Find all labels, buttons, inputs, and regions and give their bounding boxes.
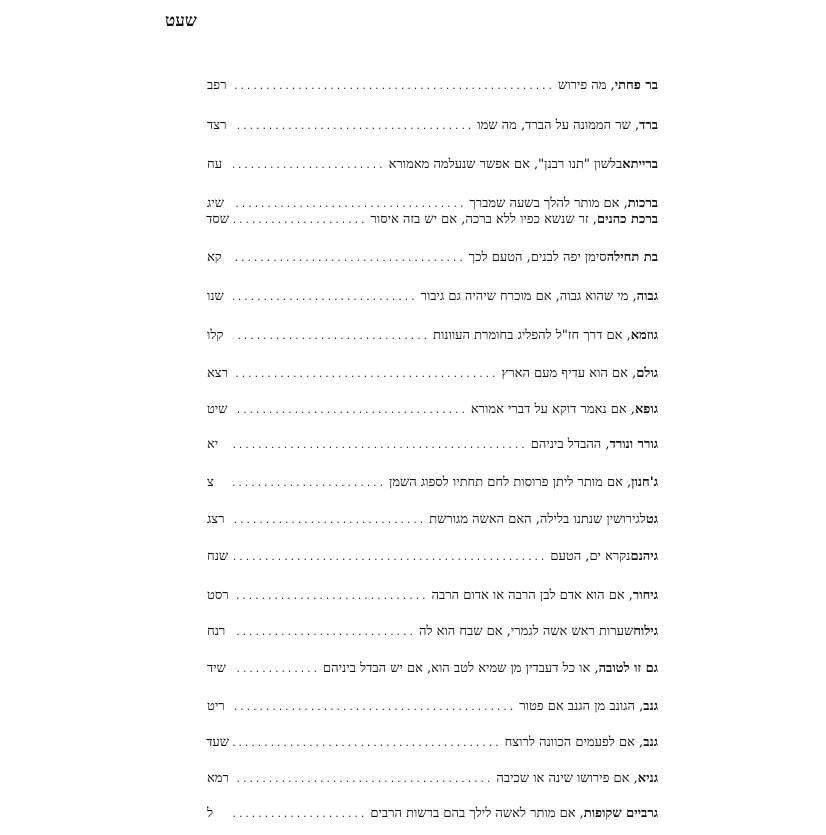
dot-leader xyxy=(233,287,417,309)
entry-page: ריט xyxy=(207,699,225,714)
entry-term: גרביים שקופות xyxy=(583,806,658,821)
index-entry xyxy=(207,286,658,308)
entry-page: יא xyxy=(207,437,219,452)
entry-page: עח xyxy=(207,157,223,172)
dot-leader xyxy=(233,248,465,270)
entry-desc: , אם מותר להלך בשעה שמברך xyxy=(469,196,628,211)
entry-page: רצג xyxy=(207,512,225,527)
index-entry xyxy=(207,546,658,568)
index-entry xyxy=(207,363,658,385)
entry-term: גנב xyxy=(643,735,658,750)
index-entry xyxy=(207,75,658,97)
index-entry xyxy=(207,399,658,421)
entry-desc: , אם הוא אדם לבן הרבה או אדום הרבה xyxy=(431,588,633,603)
entry-desc: סימן יפה לבנים, הטעם לכך xyxy=(468,250,607,265)
entry-page: רסט xyxy=(207,588,229,603)
dot-leader xyxy=(233,733,501,755)
index-entry xyxy=(207,154,658,176)
entry-page: רפב xyxy=(207,78,227,93)
dot-leader xyxy=(233,547,546,569)
dot-leader xyxy=(233,622,415,644)
dot-leader xyxy=(233,659,319,681)
entry-term: גט xyxy=(645,512,658,527)
entry-term: ברד xyxy=(639,118,658,133)
entry-term: ברייתא xyxy=(622,157,658,172)
entry-term: בת תחילה xyxy=(606,250,658,265)
entry-page: שיט xyxy=(207,402,228,417)
entry-page: שיד xyxy=(207,661,226,676)
index-entry xyxy=(207,621,658,643)
entry-term: ברכת כהנים xyxy=(596,212,658,227)
entry-page: צ xyxy=(207,475,214,490)
entry-term: גורר ונורד xyxy=(609,437,658,452)
entry-term: בר פחתי xyxy=(614,78,658,93)
index-entry xyxy=(207,209,658,231)
entry-desc: , מה פירוש xyxy=(558,78,615,93)
dot-leader xyxy=(233,510,425,532)
entry-term: ברכות xyxy=(627,196,658,211)
entry-term: גם זו לטובה xyxy=(598,661,658,676)
dot-leader xyxy=(233,435,527,457)
entry-desc: , אם דרך חז"ל להפליג בחומרת העוונות xyxy=(433,328,631,343)
dot-leader xyxy=(233,769,492,791)
entry-page: שנו xyxy=(207,289,224,304)
entry-desc: , אם לפעמים הכוונה לרוצח xyxy=(504,735,644,750)
dot-leader xyxy=(233,116,473,138)
entry-term: גולם xyxy=(636,366,658,381)
entry-page: רצא xyxy=(207,366,228,381)
entry-desc: בלשון "תנו רבנן", אם אפשר שנעלמה מאמורא xyxy=(388,157,623,172)
dot-leader xyxy=(233,155,385,177)
entry-page: רמא xyxy=(207,771,229,786)
index-entry xyxy=(207,768,658,790)
dot-leader xyxy=(233,76,554,98)
entry-desc: לגירושין שנתנו בלילה, האם האשה מגורשת xyxy=(429,512,646,527)
index-entry xyxy=(207,696,658,718)
dot-leader xyxy=(233,400,467,422)
entry-desc: , מי שהוא גבוה, אם מוכרח שיהיה גם גיבור xyxy=(420,289,637,304)
entry-term: גופא xyxy=(634,402,658,417)
index-entry xyxy=(207,585,658,607)
index-entry xyxy=(207,658,658,680)
entry-page: שסד xyxy=(206,212,229,227)
entry-desc: , שר הממונה על הברד, מה שמו xyxy=(477,118,640,133)
dot-leader xyxy=(233,364,498,386)
entry-page: קלו xyxy=(207,328,224,343)
entry-page: רנח xyxy=(207,624,226,639)
entry-desc: , או כל דעבדין מן שמיא לטב הוא, אם יש הבדל ביניהם xyxy=(323,661,599,676)
entry-term: ג'חנון xyxy=(631,475,658,490)
entry-desc: , זר שנשא כפיו ללא ברכה, אם יש בזה איסור xyxy=(370,212,597,227)
page-number: שעט xyxy=(165,11,197,31)
index-entry xyxy=(207,247,658,269)
entry-term: גוזמא xyxy=(630,328,658,343)
index-entry xyxy=(207,509,658,531)
entry-desc: , ההבדל ביניהם xyxy=(530,437,610,452)
entry-page: רצד xyxy=(207,118,227,133)
entry-page: קא xyxy=(207,250,222,265)
entry-term: גיהנם xyxy=(630,549,658,564)
entry-desc: , אם נאמר דוקא על דברי אמורא xyxy=(470,402,635,417)
entry-term: גניא xyxy=(637,771,658,786)
entry-page: שנח xyxy=(207,549,229,564)
index-entry xyxy=(207,325,658,347)
entry-desc: , אם פירושו שינה או שכיבה xyxy=(496,771,638,786)
entry-desc: , אם מותר ליתן פרוסות לחם תחתיו לספוג השמן xyxy=(389,475,632,490)
entry-term: גבוה xyxy=(636,289,658,304)
entry-page: ל xyxy=(207,806,214,821)
entry-desc: , אם מותר לאשה לילך בהם ברשות הרבים xyxy=(370,806,584,821)
index-entry xyxy=(207,472,658,494)
dot-leader xyxy=(233,473,385,495)
dot-leader xyxy=(233,804,366,826)
index-entry xyxy=(207,732,658,754)
entry-term: גילוח xyxy=(633,624,658,639)
index-entry xyxy=(207,434,658,456)
index-entry xyxy=(207,115,658,137)
entry-desc: , הגונב מן הגנב אם פטור xyxy=(519,699,644,714)
index-entry xyxy=(207,803,658,825)
dot-leader xyxy=(233,697,515,719)
entry-desc: , אם הוא עדיף מעם הארץ xyxy=(501,366,637,381)
dot-leader xyxy=(233,210,366,232)
dot-leader xyxy=(233,326,429,348)
entry-page: שיג xyxy=(207,196,224,211)
entry-term: גיחור xyxy=(632,588,658,603)
entry-desc: נקרא ים, הטעם xyxy=(550,549,631,564)
entry-desc: שערות ראש אשה לגמרי, אם שבח הוא לה xyxy=(418,624,634,639)
dot-leader xyxy=(233,586,428,608)
entry-term: גנב xyxy=(643,699,658,714)
entry-page: שעד xyxy=(206,735,229,750)
